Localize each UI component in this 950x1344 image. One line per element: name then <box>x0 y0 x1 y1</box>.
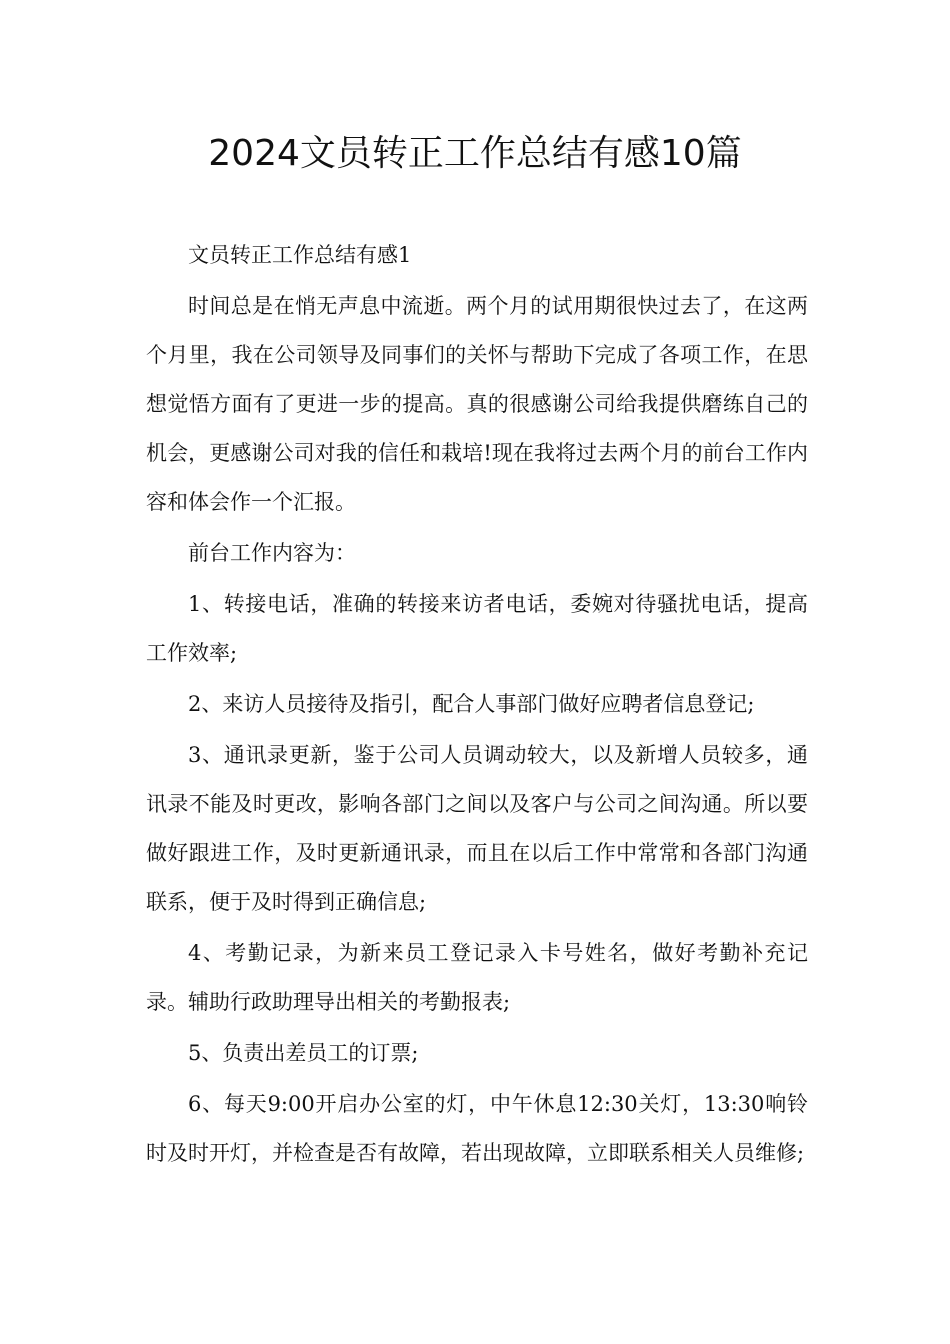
work-content-heading: 前台工作内容为： <box>188 541 356 565</box>
document-body <box>146 231 808 1180</box>
list-item-4: 4、考勤记录，为新来员工登记录入卡号姓名，做好考勤补充记录。辅助行政助理导出相关的考勤报表; <box>146 941 808 1014</box>
list-item-5: 5、负责出差员工的订票; <box>188 1041 419 1065</box>
list-item-6: 6、每天9:00开启办公室的灯，中午休息12:30关灯，13:30响铃时及时开灯，并检查是否有故障，若出现故障，立即联系相关人员维修; <box>146 1092 808 1165</box>
list-item-1: 1、转接电话，准确的转接来访者电话，委婉对待骚扰电话，提高工作效率; <box>146 592 808 665</box>
document-title: 2024文员转正工作总结有感10篇 <box>208 133 742 174</box>
intro-paragraph: 时间总是在悄无声息中流逝。两个月的试用期很快过去了，在这两个月里，我在公司领导及同事们的关怀与帮助下完成了各项工作，在思想觉悟方面有了更进一步的提高。真的很感谢公司给我提供磨练自己的机会，更感谢公司对我的信任和栽培!现在我将过去两个月的前台工作内容和体会作一个汇报。 <box>146 294 808 514</box>
list-item-2: 2、来访人员接待及指引，配合人事部门做好应聘者信息登记; <box>188 692 755 716</box>
list-item-3: 3、通讯录更新，鉴于公司人员调动较大，以及新增人员较多，通讯录不能及时更改，影响各部门之间以及客户与公司之间沟通。所以要做好跟进工作，及时更新通讯录，而且在以后工作中常常和各部门沟通联系，便于及时得到正确信息; <box>146 743 808 914</box>
section-heading: 文员转正工作总结有感1 <box>188 243 412 267</box>
